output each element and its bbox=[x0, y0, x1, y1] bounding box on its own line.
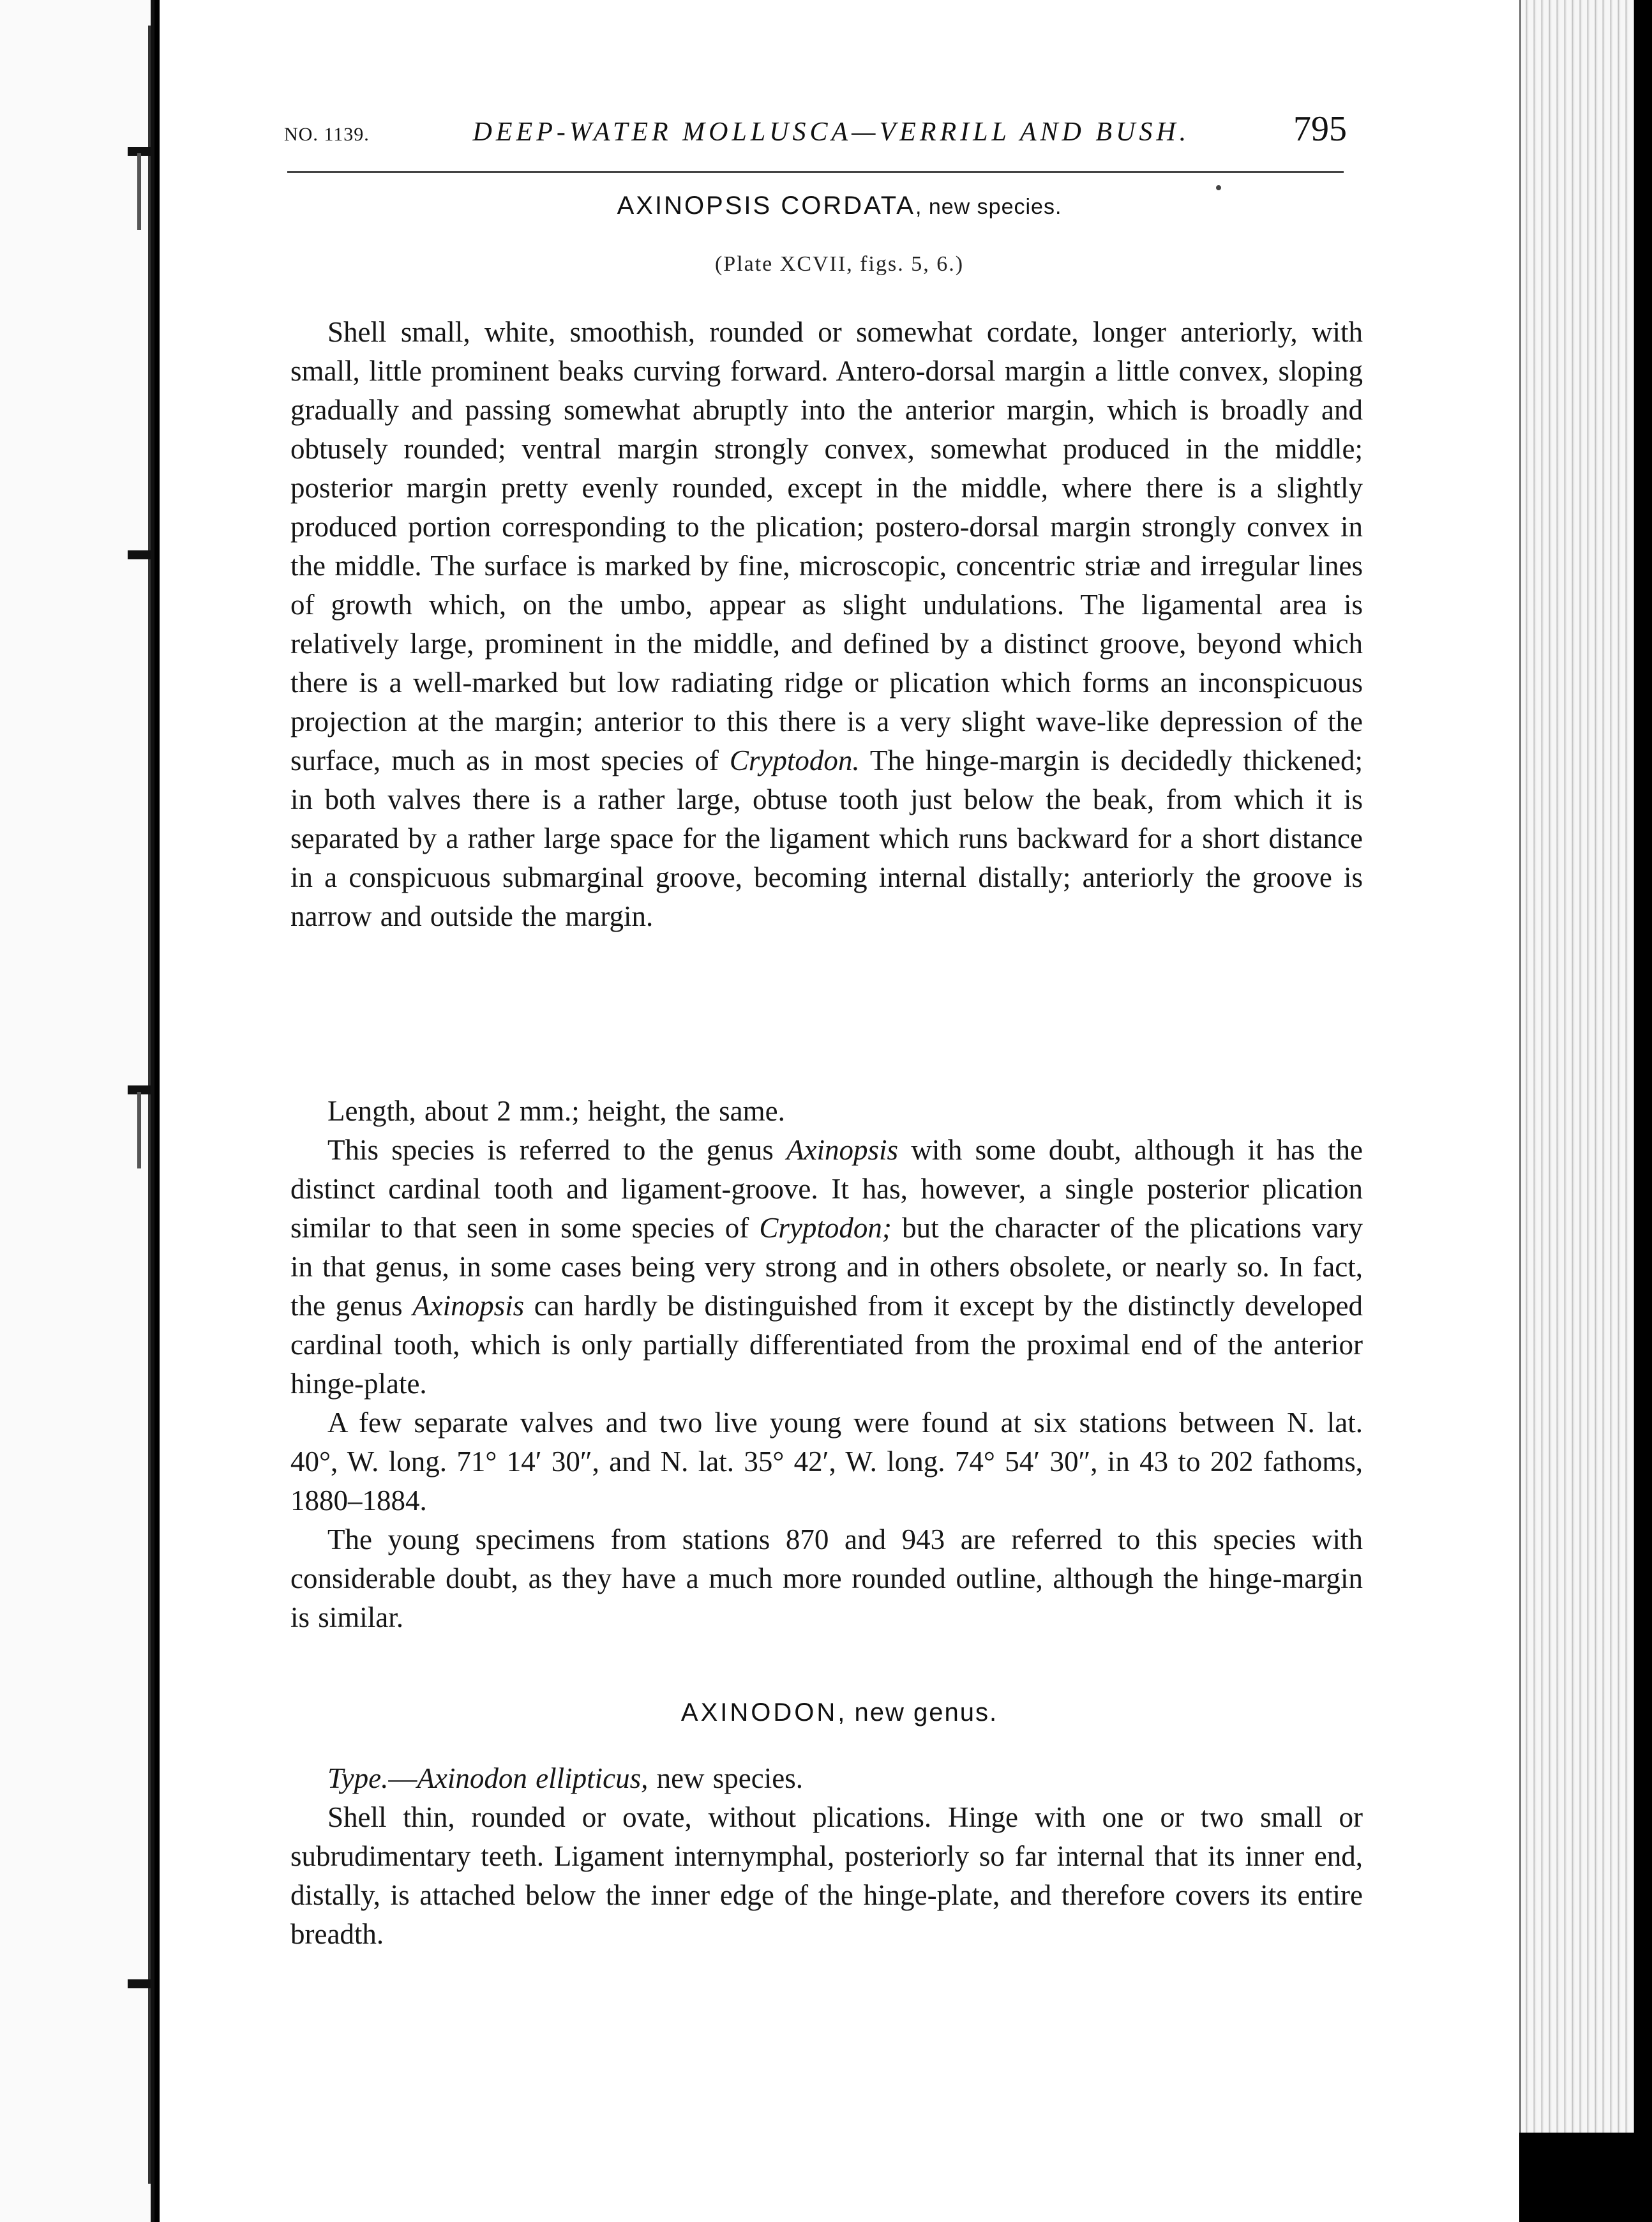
measurement-paragraph: Length, about 2 mm.; height, the same. bbox=[327, 1095, 785, 1127]
genus-name: Axinopsis bbox=[412, 1290, 525, 1322]
binding-line bbox=[148, 26, 151, 2184]
plate-reference: (Plate XCVII, figs. 5, 6.) bbox=[714, 252, 965, 276]
genus-name: Cryptodon. bbox=[729, 744, 860, 776]
species-description bbox=[290, 313, 1363, 936]
type-species-name: Axinodon ellipticus, bbox=[417, 1762, 649, 1794]
genus-note: , new genus. bbox=[837, 1698, 998, 1727]
young-specimens-paragraph: The young specimens from stations 870 and 943 are referred to this species with considerable doubt, as they have a much more rounded outline, although the hinge-margin is similar. bbox=[290, 1523, 1363, 1633]
genus-diagnosis: Shell thin, rounded or ovate, without plications. Hinge with one or two small or subrudimentary teeth. Ligament internymphal, posteriorly so far internal that its inner end, distally, is attached below the inner edge of the hinge-plate, and therefore covers its entire breadth. bbox=[290, 1801, 1363, 1950]
remark-paragraph: This species is referred to the genus Axinopsis with some doubt, although it has the distinct cardinal tooth and ligament-groove. It has, however, a single posterior plication similar to that seen in some species of Cryptodon; but the character of the plications vary in that genus, in some cases being very strong and in others obsolete, or nearly so. In fact, the genus Axinopsis can hardly be distinguished from it except by the distinctly developed cardinal tooth, which is only partially differentiated from the proximal end of the anterior hinge-plate. bbox=[290, 1134, 1363, 1400]
previous-page-edge bbox=[0, 0, 154, 2222]
genus-description bbox=[290, 1759, 1363, 1954]
page-stack-edge bbox=[1519, 0, 1636, 2133]
page-stack-shadow bbox=[1519, 2133, 1634, 2222]
binding-mark bbox=[128, 550, 151, 559]
report-number: NO. 1139. bbox=[284, 124, 370, 145]
genus-heading: AXINODON bbox=[680, 1698, 838, 1727]
binding-clip bbox=[137, 1092, 141, 1168]
binding-mark bbox=[128, 1979, 151, 1988]
section-heading-axinopsis bbox=[160, 192, 1519, 220]
running-header bbox=[284, 109, 1347, 153]
type-species-line: Type.—Axinodon ellipticus, new species. bbox=[327, 1762, 803, 1794]
genus-name: Axinopsis bbox=[786, 1134, 899, 1166]
description-paragraph: Shell small, white, smoothish, rounded or somewhat cordate, longer anteriorly, with small, little prominent beaks curving forward. Antero-dorsal margin a little convex, sloping gradually and passing somewhat abruptly into the anterior margin, which is broadly and obtusely rounded; ventral margin strongly convex, somewhat produced in the middle; posterior margin pretty evenly rounded, except in the middle, where there is a slightly produced portion corresponding to the plication; postero-dorsal margin strongly convex in the middle. The surface is marked by fine, microscopic, concentric striæ and irregular lines of growth which, on the umbo, appear as slight undulations. The ligamental area is relatively large, prominent in the middle, and defined by a distinct groove, beyond which there is a well-marked but low radiating ridge or plication which forms an inconspicuous projection at the margin; anterior to this there is a very slight wave-like depression of the surface, much as in most species of Cryptodon. The hinge-margin is decidedly thickened; in both valves there is a rather large, obtuse tooth just below the beak, from which it is separated by a rather large space for the ligament which runs backward for a short distance in a conspicuous submarginal groove, becoming internal distally; anteriorly the groove is narrow and outside the margin. bbox=[290, 316, 1363, 932]
species-remarks bbox=[290, 1092, 1363, 1637]
running-title: DEEP-WATER MOLLUSCA—VERRILL AND BUSH. bbox=[472, 117, 1190, 147]
stations-paragraph: A few separate valves and two live young were found at six stations between N. lat. 40°, W. long. 71° 14′ 30″, and N. lat. 35° 42′, W. long. 74° 54′ 30″, in 43 to 202 fathoms, 1880–1884. bbox=[290, 1407, 1363, 1516]
genus-name: Cryptodon; bbox=[759, 1212, 892, 1244]
page-number: 795 bbox=[1293, 109, 1347, 149]
species-name: AXINOPSIS CORDATA bbox=[617, 192, 915, 220]
scan-border-right bbox=[1634, 0, 1652, 2222]
binding-clip bbox=[137, 153, 141, 230]
species-note: , new species. bbox=[915, 195, 1062, 219]
section-heading-axinodon bbox=[160, 1698, 1519, 1727]
header-rule bbox=[287, 171, 1344, 173]
print-speck bbox=[1216, 185, 1221, 190]
